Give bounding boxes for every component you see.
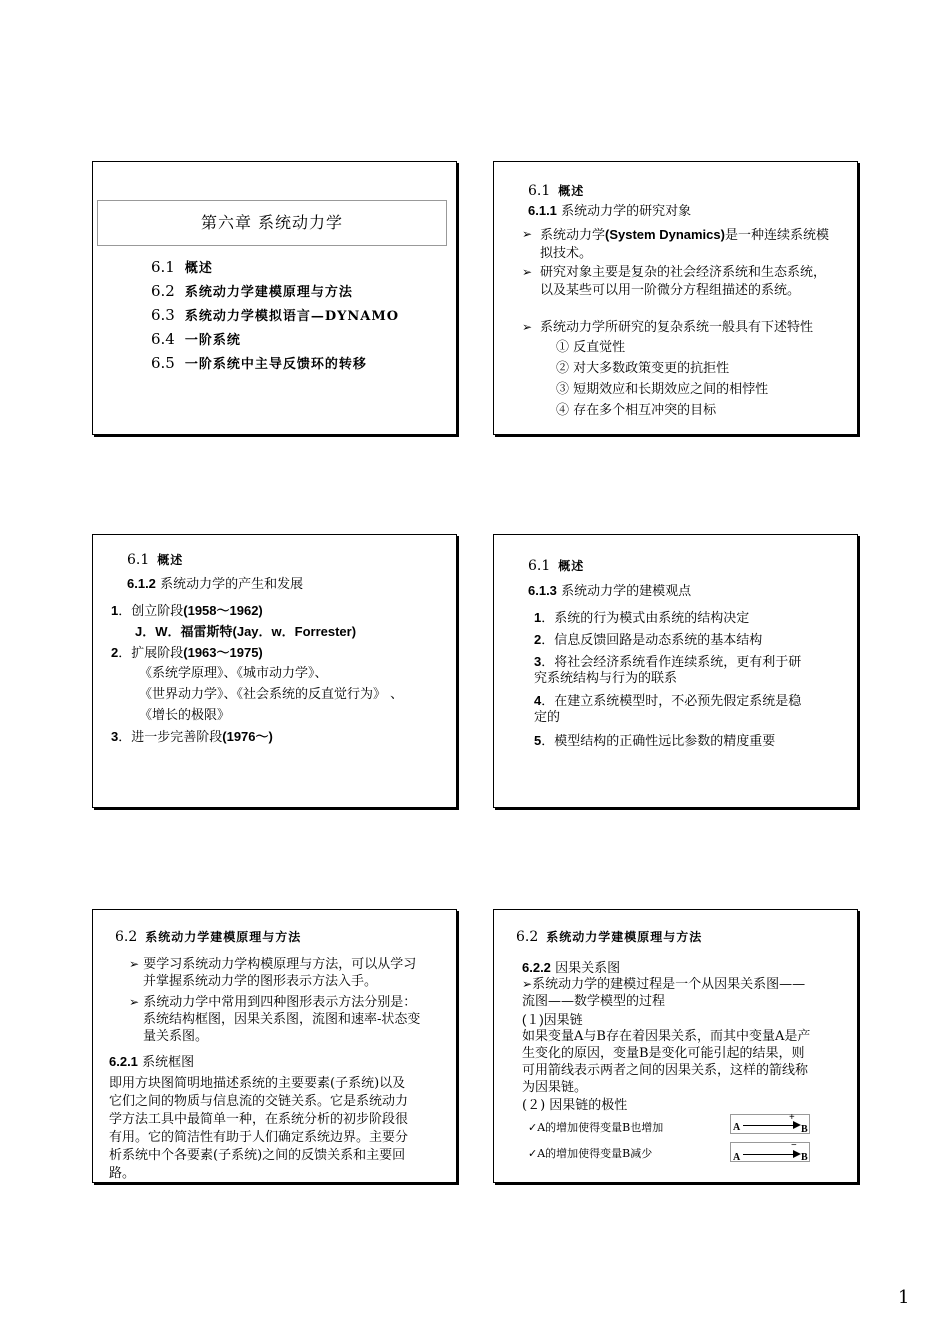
positive-link-diagram — [730, 1114, 810, 1134]
section-heading: 6.1 概述 — [127, 552, 184, 568]
point-item-cont: 定的 — [534, 710, 561, 725]
plus-sign: + — [789, 1112, 795, 1123]
section-heading: 6.2 系统动力学建模原理与方法 — [115, 929, 302, 945]
trait-item: ② 对大多数政策变更的抗拒性 — [556, 361, 730, 376]
subsection-heading: 6.2.2 因果关系图 — [522, 960, 621, 976]
trait-item: ④ 存在多个相互冲突的目标 — [556, 403, 717, 418]
node-a: A — [733, 1122, 741, 1133]
intro-line: 流图——数学模型的过程 — [522, 994, 666, 1009]
section-heading: 6.2 系统动力学建模原理与方法 — [516, 929, 703, 945]
bullet-item: ➢ 研究对象主要是复杂的社会经济系统和生态系统，以及某些可以用一阶微分方程组描述的系统。 — [522, 265, 827, 298]
point-item: 3．将社会经济系统看作连续系统，更有利于研 — [534, 654, 802, 670]
arrow-bullet-icon: ➢ — [129, 995, 140, 1009]
paragraph-line: 可用箭线表示两者之间的因果关系，这样的箭线称 — [522, 1063, 809, 1078]
paragraph-line: 生变化的原因，变量B是变化可能引起的结果，则 — [522, 1046, 805, 1061]
arrow-bullet-icon: ➢ — [522, 977, 533, 991]
point-item: 1．系统的行为模式由系统的结构决定 — [534, 610, 750, 626]
paragraph-line: 学方法工具中最简单一种，在系统分析的初步阶段很 — [109, 1112, 409, 1127]
trait-item: ③ 短期效应和长期效应之间的相悖性 — [556, 382, 769, 397]
paragraph-line: 有用。它的简洁性有助于人们确定系统边界。主要分 — [109, 1130, 409, 1145]
person-name: J．W．福雷斯特(Jay．w．Forrester) — [135, 624, 357, 639]
toc-item: 6.2 系统动力学建模原理与方法 — [151, 282, 353, 300]
section-heading: 6.1 概述 — [528, 558, 585, 574]
stage-item: 2．扩展阶段(1963～1975) — [111, 645, 263, 661]
arrow-bullet-icon: ➢ — [522, 320, 533, 334]
arrow-bullet-icon: ➢ — [522, 227, 533, 241]
book-list: 《系统学原理》、《城市动力学》、 — [139, 666, 328, 681]
negative-link-diagram — [730, 1142, 810, 1162]
book-list: 《增长的极限》 — [139, 708, 231, 723]
causal-link-line — [743, 1154, 795, 1155]
paragraph-line: 如果变量A与B存在着因果关系，而其中变量A是产 — [522, 1029, 811, 1044]
positive-polarity-text: ✓A的增加使得变量B也增加 — [528, 1121, 664, 1134]
table-of-contents — [151, 256, 399, 376]
section-heading: 6.1 概述 — [528, 183, 585, 199]
node-b: B — [801, 1124, 808, 1135]
para-heading: (２) 因果链的极性 — [522, 1098, 628, 1113]
slide-2 — [493, 161, 858, 435]
chapter-title: 第六章 系统动力学 — [97, 200, 447, 246]
subsection-heading: 6.2.1 系统框图 — [109, 1054, 195, 1070]
slide-1 — [92, 161, 457, 435]
trait-item: ① 反直觉性 — [556, 340, 626, 355]
arrow-bullet-icon: ➢ — [522, 265, 533, 279]
paragraph-line: 即用方块图简明地描述系统的主要要素(子系统)以及 — [109, 1076, 406, 1091]
paragraph-line: 为因果链。 — [522, 1080, 588, 1095]
subsection-heading: 6.1.3 系统动力学的建模观点 — [528, 583, 692, 599]
minus-sign: − — [791, 1140, 797, 1151]
stage-item: 3．进一步完善阶段(1976～) — [111, 729, 273, 745]
bullet-item: ➢ 系统动力学所研究的复杂系统一般具有下述特性 — [522, 320, 814, 335]
toc-item: 6.4 一阶系统 — [151, 330, 241, 348]
point-item-cont: 究系统结构与行为的联系 — [534, 671, 678, 686]
node-b: B — [801, 1152, 808, 1163]
book-list: 《世界动力学》、《社会系统的反直觉行为》 、 — [139, 687, 404, 702]
slide-5 — [92, 909, 457, 1183]
node-a: A — [733, 1152, 741, 1163]
slide-6 — [493, 909, 858, 1183]
stage-item: 1．创立阶段(1958～1962) — [111, 603, 263, 619]
point-item: 2．信息反馈回路是动态系统的基本结构 — [534, 632, 763, 648]
slide-3 — [92, 534, 457, 808]
intro-line: ➢系统动力学的建模过程是一个从因果关系图—— — [522, 977, 806, 992]
bullet-item: ➢ 系统动力学中常用到四种图形表示方法分别是： — [129, 995, 417, 1010]
page-number: 1 — [898, 1287, 910, 1308]
point-item: 5．模型结构的正确性远比参数的精度重要 — [534, 733, 776, 749]
subsection-heading: 6.1.1 系统动力学的研究对象 — [528, 203, 692, 219]
paragraph-line: 析系统中个各要素(子系统)之间的反馈关系和主要回 — [109, 1148, 406, 1163]
slide-4 — [493, 534, 858, 808]
paragraph-line: 它们之间的物质与信息流的交链关系。它是系统动力 — [109, 1094, 409, 1109]
arrow-bullet-icon: ➢ — [129, 957, 140, 971]
bullet-item-cont: 量关系图。 — [143, 1029, 209, 1044]
toc-item: 6.5 一阶系统中主导反馈环的转移 — [151, 354, 367, 372]
negative-polarity-text: ✓A的增加使得变量B减少 — [528, 1147, 653, 1160]
causal-link-line — [743, 1125, 795, 1126]
para-heading: (１)因果链 — [522, 1012, 583, 1027]
point-item: 4．在建立系统模型时，不必预先假定系统是稳 — [534, 693, 802, 709]
bullet-item: ➢ 系统动力学(System Dynamics)是一种连续系统模拟技术。 — [522, 227, 829, 261]
toc-item: 6.1 概述 — [151, 258, 213, 276]
bullet-item: ➢ 要学习系统动力学构模原理与方法，可以从学习 — [129, 957, 417, 972]
paragraph-line: 路。 — [109, 1166, 136, 1181]
subsection-heading: 6.1.2 系统动力学的产生和发展 — [127, 576, 304, 592]
toc-item: 6.3 系统动力学模拟语言—DYNAMO — [151, 306, 400, 324]
bullet-item-cont: 并掌握系统动力学的图形表示方法入手。 — [143, 974, 378, 989]
bullet-item-cont: 系统结构框图，因果关系图，流图和速率-状态变 — [143, 1012, 421, 1027]
